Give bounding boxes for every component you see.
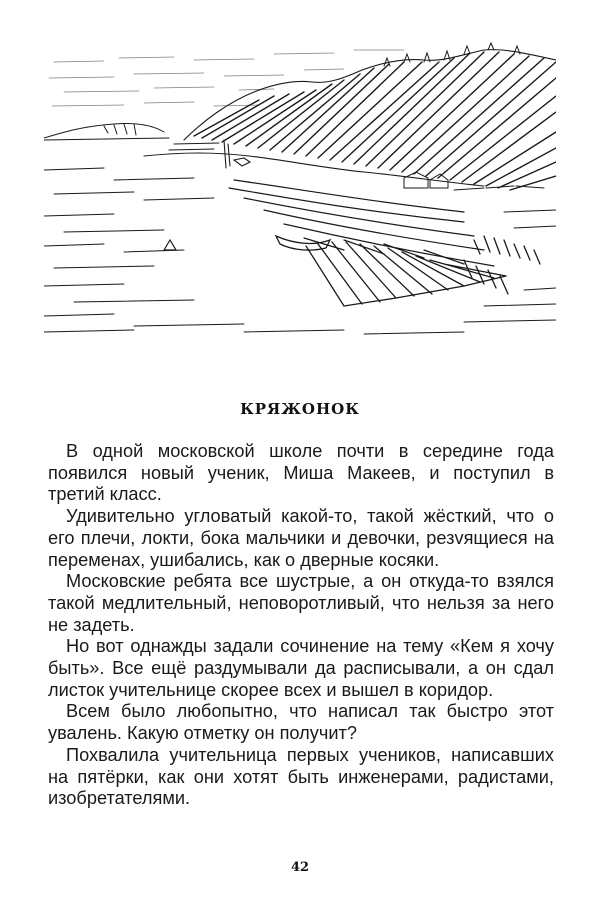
page-number: 42: [290, 860, 310, 875]
hill-shading: [194, 52, 556, 190]
shoreline: [144, 140, 484, 186]
river-landscape-illustration: [44, 40, 556, 336]
paragraph: Похвалила учительница первых учеников, написавших на пятёрки, как они хотят быть инженерами, радистами, изобретателями.: [48, 744, 554, 809]
houses: [404, 172, 544, 190]
story-body: [48, 441, 554, 810]
paragraph: В одной московской школе почти в середине года появился новый ученик, Миша Макеев, и поступил в третий класс.: [48, 441, 554, 505]
distant-shore: [169, 143, 219, 150]
paragraph: Московские ребята все шустрые, а он откуда-то взялся такой медлительный, неповоротливый, что нельзя за него не задеть.: [48, 571, 554, 635]
paragraph: Удивительно угловатый какой-то, такой жёсткий, что о его плечи, локти, бока мальчики и девочки, резvящиеся на переменах, ушибались, как о дверные косяки.: [48, 506, 554, 570]
sky-hatching: [49, 50, 404, 106]
bank-grass: [464, 236, 540, 294]
log-raft: [229, 180, 494, 266]
paragraph: Но вот однажды задали сочинение на тему «Кем я хочу быть». Все ещё раздумывали да расписывали, а он сдал листок учительнице скорее всех и вышел в коридор.: [48, 636, 554, 700]
buoy: [164, 240, 176, 250]
paragraph: Всем было любопытно, что написал так быстро этот увалень. Какую отметку он получит?: [48, 701, 554, 744]
story-title: КРЯЖОНОК: [240, 400, 360, 418]
distant-hills: [44, 123, 169, 140]
water-strokes: [44, 168, 556, 326]
foreground-strokes: [44, 330, 464, 334]
